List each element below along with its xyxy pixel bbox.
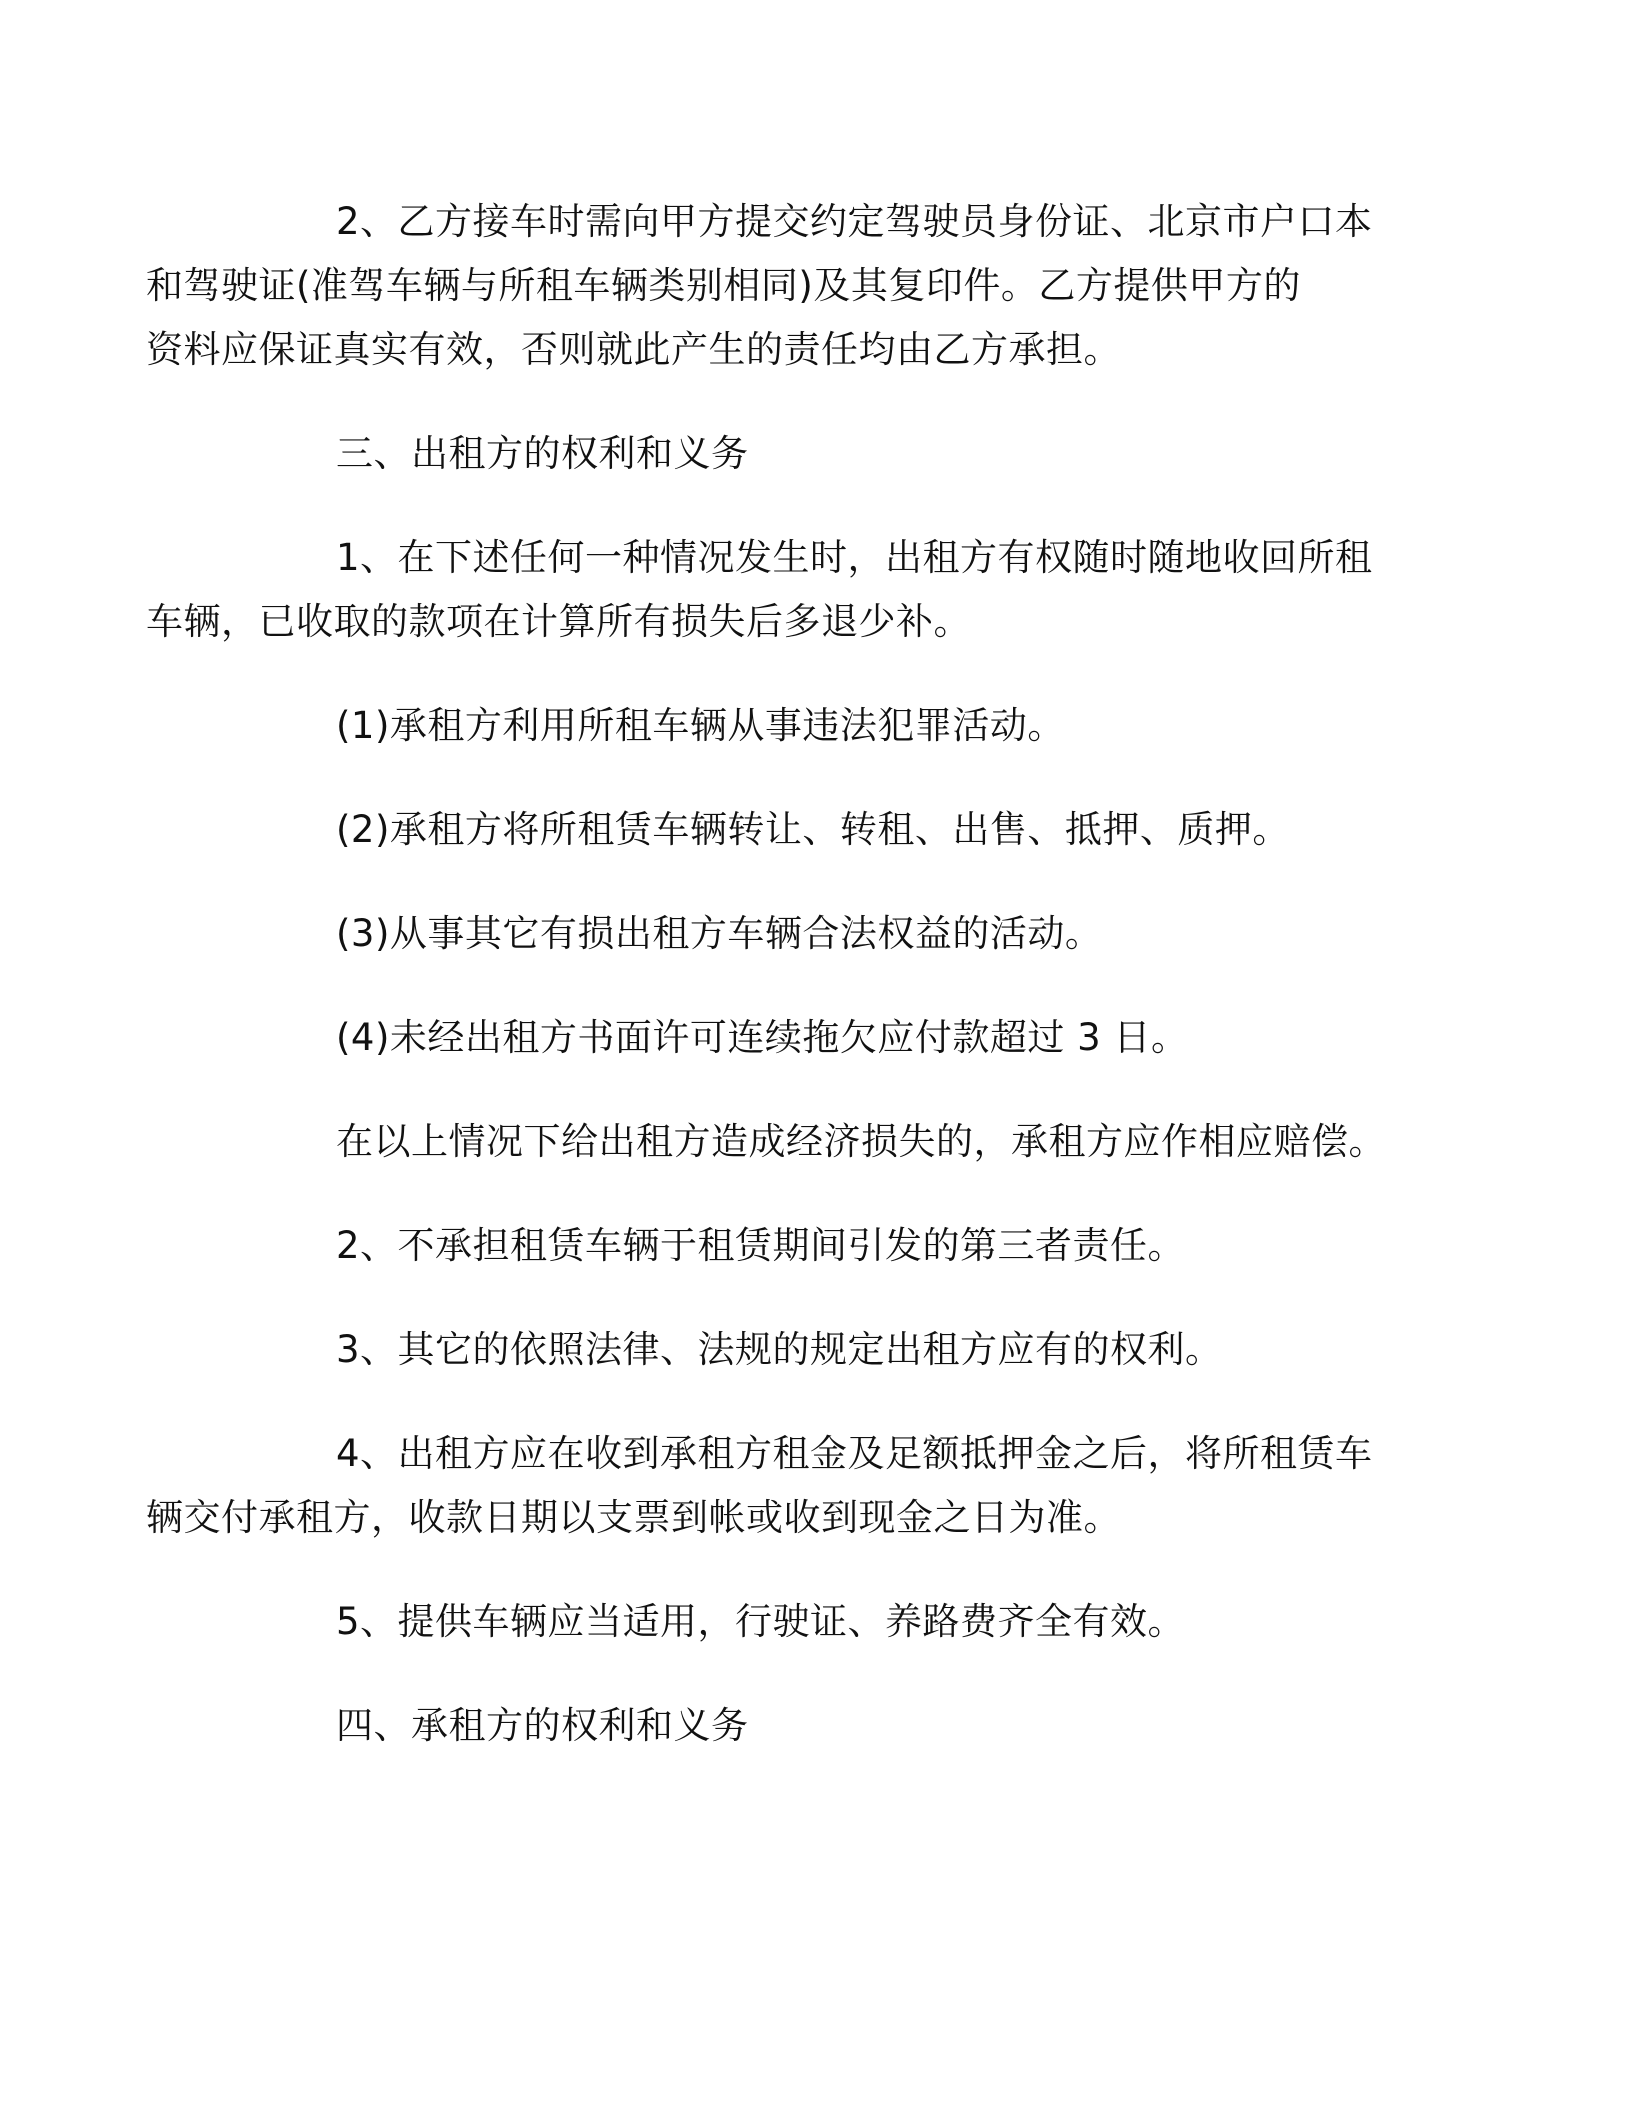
paragraph-compensation	[241, 1110, 1391, 1174]
text-line: (4)未经出租方书面许可连续拖欠应付款超过 3 日。	[336, 1016, 1189, 1059]
document-body	[146, 190, 1391, 1798]
list-item-1	[241, 694, 1391, 758]
text-line: 车辆，已收取的款项在计算所有损失后多退少补。	[146, 600, 971, 643]
text-line: 5、提供车辆应当适用，行驶证、养路费齐全有效。	[336, 1600, 1186, 1643]
paragraph-legal-rights	[241, 1318, 1391, 1382]
list-item-3	[241, 902, 1391, 966]
text-line: (2)承租方将所租赁车辆转让、转租、出售、抵押、质押。	[336, 808, 1290, 851]
paragraph-vehicle-delivery	[146, 1422, 1391, 1550]
section-heading-lessor-rights	[241, 422, 1391, 486]
text-line: 辆交付承租方，收款日期以支票到帐或收到现金之日为准。	[146, 1496, 1121, 1539]
text-line: 2、不承担租赁车辆于租赁期间引发的第三者责任。	[336, 1224, 1186, 1267]
list-item-2	[241, 798, 1391, 862]
text-line: 三、出租方的权利和义务	[336, 432, 749, 475]
text-line: 4、出租方应在收到承租方租金及足额抵押金之后，将所租赁车	[336, 1432, 1373, 1475]
text-line: 1、在下述任何一种情况发生时，出租方有权随时随地收回所租	[336, 536, 1373, 579]
text-line: (3)从事其它有损出租方车辆合法权益的活动。	[336, 912, 1103, 955]
text-line: 资料应保证真实有效，否则就此产生的责任均由乙方承担。	[146, 328, 1121, 371]
paragraph-vehicle-condition	[241, 1590, 1391, 1654]
text-line: 在以上情况下给出租方造成经济损失的，承租方应作相应赔偿。	[336, 1120, 1386, 1163]
list-item-4	[241, 1006, 1391, 1070]
text-line: (1)承租方利用所租车辆从事违法犯罪活动。	[336, 704, 1065, 747]
text-line: 2、乙方接车时需向甲方提交约定驾驶员身份证、北京市户口本	[336, 200, 1373, 243]
text-line: 四、承租方的权利和义务	[336, 1704, 749, 1747]
text-line: 和驾驶证(准驾车辆与所租车辆类别相同)及其复印件。乙方提供甲方的	[146, 264, 1301, 307]
paragraph-third-party-liability	[241, 1214, 1391, 1278]
text-line: 3、其它的依照法律、法规的规定出租方应有的权利。	[336, 1328, 1223, 1371]
section-heading-lessee-rights	[241, 1694, 1391, 1758]
paragraph-license-submission	[146, 190, 1391, 382]
paragraph-vehicle-recall	[146, 526, 1391, 654]
